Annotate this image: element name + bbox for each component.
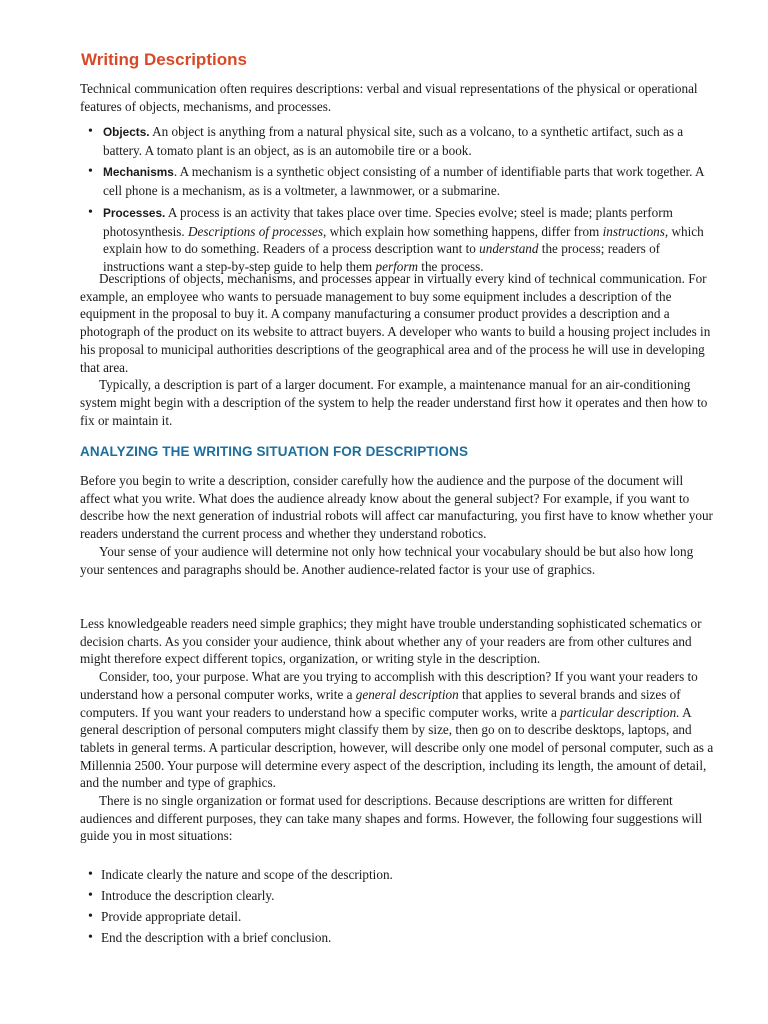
overview-block xyxy=(80,270,716,429)
purpose-paragraph xyxy=(80,668,716,792)
purpose-emphasis-1: general description xyxy=(355,686,459,702)
suggestion-item: • End the description with a brief conclusion. xyxy=(80,927,716,948)
graphics-paragraph: Less knowledgeable readers need simple graphics; they might have trouble understanding sophisticated schematics or decision charts. As you consider your audience, think about whether any of your readers are from other cultures and might therefore expect different topics, organization, or writing style in the description. xyxy=(80,616,702,667)
processes-text-4: the process; readers of instructions want a step-by-step guide to help them xyxy=(103,241,661,274)
processes-emphasis-2: instructions xyxy=(602,223,665,239)
typical-paragraph: Typically, a description is part of a larger document. For example, a maintenance manual for an air-conditioning system might begin with a description of the system to help the reader understand first how it operates and then how to fix or maintain it. xyxy=(80,377,708,428)
objects-text: An object is anything from a natural physical site, such as a volcano, to a synthetic artifact, such as a battery. A tomato plant is an object, as is an automobile tire or a book. xyxy=(103,124,684,158)
processes-emphasis-3: understand xyxy=(479,241,539,257)
processes-emphasis-1: Descriptions of processes xyxy=(188,223,324,239)
list-item-mechanisms xyxy=(80,163,716,199)
situation-block xyxy=(80,472,716,578)
list-item-processes xyxy=(80,204,716,276)
purpose-emphasis-2: particular description. xyxy=(560,704,680,720)
suggestion-item: • Indicate clearly the nature and scope of the description. xyxy=(80,864,716,885)
intro-block xyxy=(80,80,716,115)
before-paragraph: Before you begin to write a description, consider carefully how the audience and the purpose of the document will affect what you write. What does the audience already know about the general subject? For example, if you want to describe how the next generation of industrial robots will affect car manufacturing, you first have to know whether your readers understand the current process and whether they understand robotics. xyxy=(80,473,713,542)
processes-text-3: , which explain how to do something. Readers of a process description want to xyxy=(103,223,704,257)
mechanisms-text: . A mechanism is a synthetic object consisting of a number of identifiable parts that work together. A cell phone is a mechanism, as is a voltmeter, a lawnmower, or a submarine. xyxy=(103,164,704,199)
format-paragraph: There is no single organization or format used for descriptions. Because descriptions are written for different audiences and different purposes, they can take many shapes and forms. However, the following four suggestions will guide you in most situations: xyxy=(80,793,703,844)
processes-emphasis-4: perform xyxy=(375,258,418,274)
audience-paragraph: Your sense of your audience will determine not only how technical your vocabulary should be but also how long your sentences and paragraphs should be. Another audience-related factor is your use of graphics. xyxy=(80,543,694,577)
suggestion-item: • Provide appropriate detail. xyxy=(80,906,716,927)
suggestion-item: • Introduce the description clearly. xyxy=(80,885,716,906)
list-item-objects xyxy=(80,123,716,159)
suggestion-list xyxy=(80,864,716,948)
graphics-block xyxy=(80,615,716,845)
intro-paragraph: Technical communication often requires descriptions: verbal and visual representations of the physical or operational features of objects, mechanisms, and processes. xyxy=(80,81,698,114)
purpose-text-2: that applies to several brands and sizes of computers. If you want your readers to understand how a specific computer works, write a xyxy=(80,686,681,720)
processes-text-5: the process. xyxy=(421,258,484,274)
processes-text-1: A process is an activity that takes place over time. Species evolve; steel is made; plants perform photosynthesis. xyxy=(103,204,673,239)
term-processes: Processes. xyxy=(103,205,166,220)
definition-list xyxy=(80,123,716,276)
suggestions-block xyxy=(80,864,716,948)
term-mechanisms: Mechanisms xyxy=(103,165,174,180)
section-heading: ANALYZING THE WRITING SITUATION FOR DESCRIPTIONS xyxy=(80,444,469,459)
page-title: Writing Descriptions xyxy=(81,50,247,69)
term-objects: Objects. xyxy=(103,125,150,139)
purpose-text-1: Consider, too, your purpose. What are you trying to accomplish with this description? If you want your readers to understand how a personal computer works, write a xyxy=(80,669,698,702)
descriptions-paragraph: Descriptions of objects, mechanisms, and processes appear in virtually every kind of technical communication. For example, an employee who wants to persuade management to buy some equipment includes a description of the equipment in the proposal to buy it. A company manufacturing a consumer product provides a description and a photograph of the product on its website to attract buyers. A developer who wants to build a housing project includes in his proposal to municipal authorities descriptions of the geographical area and of the process he will use in developing that area. xyxy=(80,271,711,375)
processes-text-2: , which explain how something happens, differ from xyxy=(323,223,600,239)
purpose-text-3: A general description of personal computers might classify them by size, then go on to describe desktops, laptops, and tablets in general terms. A particular description, however, will describe only one model of personal computer, such as a Millennia 2500. Your purpose will determine every aspect of the description, including its length, the amount of detail, and the number and type of graphics. xyxy=(80,704,714,791)
definitions-block xyxy=(80,123,716,280)
